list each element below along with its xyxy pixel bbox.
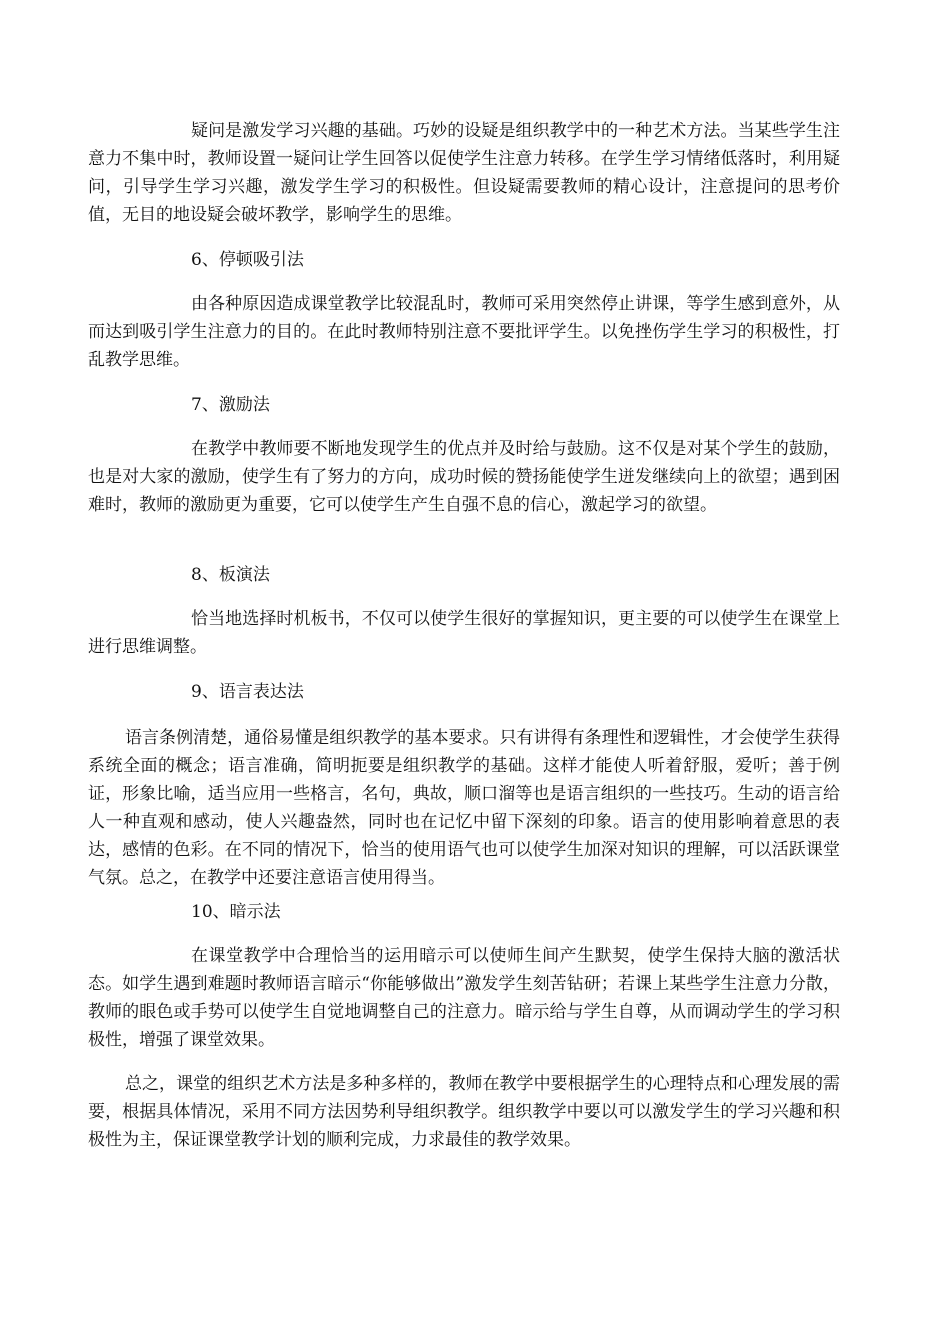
paragraph-questioning: 疑问是激发学习兴趣的基础。巧妙的设疑是组织教学中的一种艺术方法。当某些学生注意力不集中时，教师设置一疑问让学生回答以促使学生注意力转移。在学生学习情绪低落时，利用疑问，引导学生学习兴趣，激发学生学习的积极性。但设疑需要教师的精心设计，注意提问的思考价值，无目的地设疑会破坏教学，影响学生的思维。 xyxy=(88,121,840,225)
section-heading-language-method: 9、语言表达法 xyxy=(191,682,304,702)
paragraph-blackboard-method: 恰当地选择时机板书，不仅可以使学生很好的掌握知识，更主要的可以使学生在课堂上进行思维调整。 xyxy=(88,609,840,657)
section-heading-encouragement-method: 7、激励法 xyxy=(191,395,270,415)
paragraph-language-method: 语言条例清楚，通俗易懂是组织教学的基本要求。只有讲得有条理性和逻辑性，才会使学生获得系统全面的概念；语言准确，简明扼要是组织教学的基础。这样才能使人听着舒服，爱听；善于例证，形象比喻，适当应用一些格言，名句，典故，顺口溜等也是语言组织的一些技巧。生动的语言给人一种直观和感动，使人兴趣盎然，同时也在记忆中留下深刻的印象。语言的使用影响着意思的表达，感情的色彩。在不同的情况下，恰当的使用语气也可以使学生加深对知识的理解，可以活跃课堂气氛。总之，在教学中还要注意语言使用得当。 xyxy=(88,728,840,888)
section-heading-blackboard-method: 8、板演法 xyxy=(191,565,270,585)
paragraph-encouragement-method: 在教学中教师要不断地发现学生的优点并及时给与鼓励。这不仅是对某个学生的鼓励，也是对大家的激励，使学生有了努力的方向，成功时候的赞扬能使学生迸发继续向上的欲望；遇到困难时，教师的激励更为重要，它可以使学生产生自强不息的信心，激起学习的欲望。 xyxy=(88,439,840,515)
section-heading-hint-method: 10、暗示法 xyxy=(191,902,281,922)
paragraph-conclusion: 总之，课堂的组织艺术方法是多种多样的，教师在教学中要根据学生的心理特点和心理发展的需要，根据具体情况，采用不同方法因势利导组织教学。组织教学中要以可以激发学生的学习兴趣和积极性为主，保证课堂教学计划的顺利完成，力求最佳的教学效果。 xyxy=(88,1074,840,1150)
section-heading-pause-method: 6、停顿吸引法 xyxy=(191,250,304,270)
paragraph-hint-method: 在课堂教学中合理恰当的运用暗示可以使师生间产生默契，使学生保持大脑的激活状态。如学生遇到难题时教师语言暗示“你能够做出”激发学生刻苦钻研；若课上某些学生注意力分散，教师的眼色或手势可以使学生自觉地调整自己的注意力。暗示给与学生自尊，从而调动学生的学习积极性，增强了课堂效果。 xyxy=(88,946,840,1050)
paragraph-pause-method: 由各种原因造成课堂教学比较混乱时，教师可采用突然停止讲课，等学生感到意外，从而达到吸引学生注意力的目的。在此时教师特别注意不要批评学生。以免挫伤学生学习的积极性，打乱教学思维。 xyxy=(88,294,840,370)
